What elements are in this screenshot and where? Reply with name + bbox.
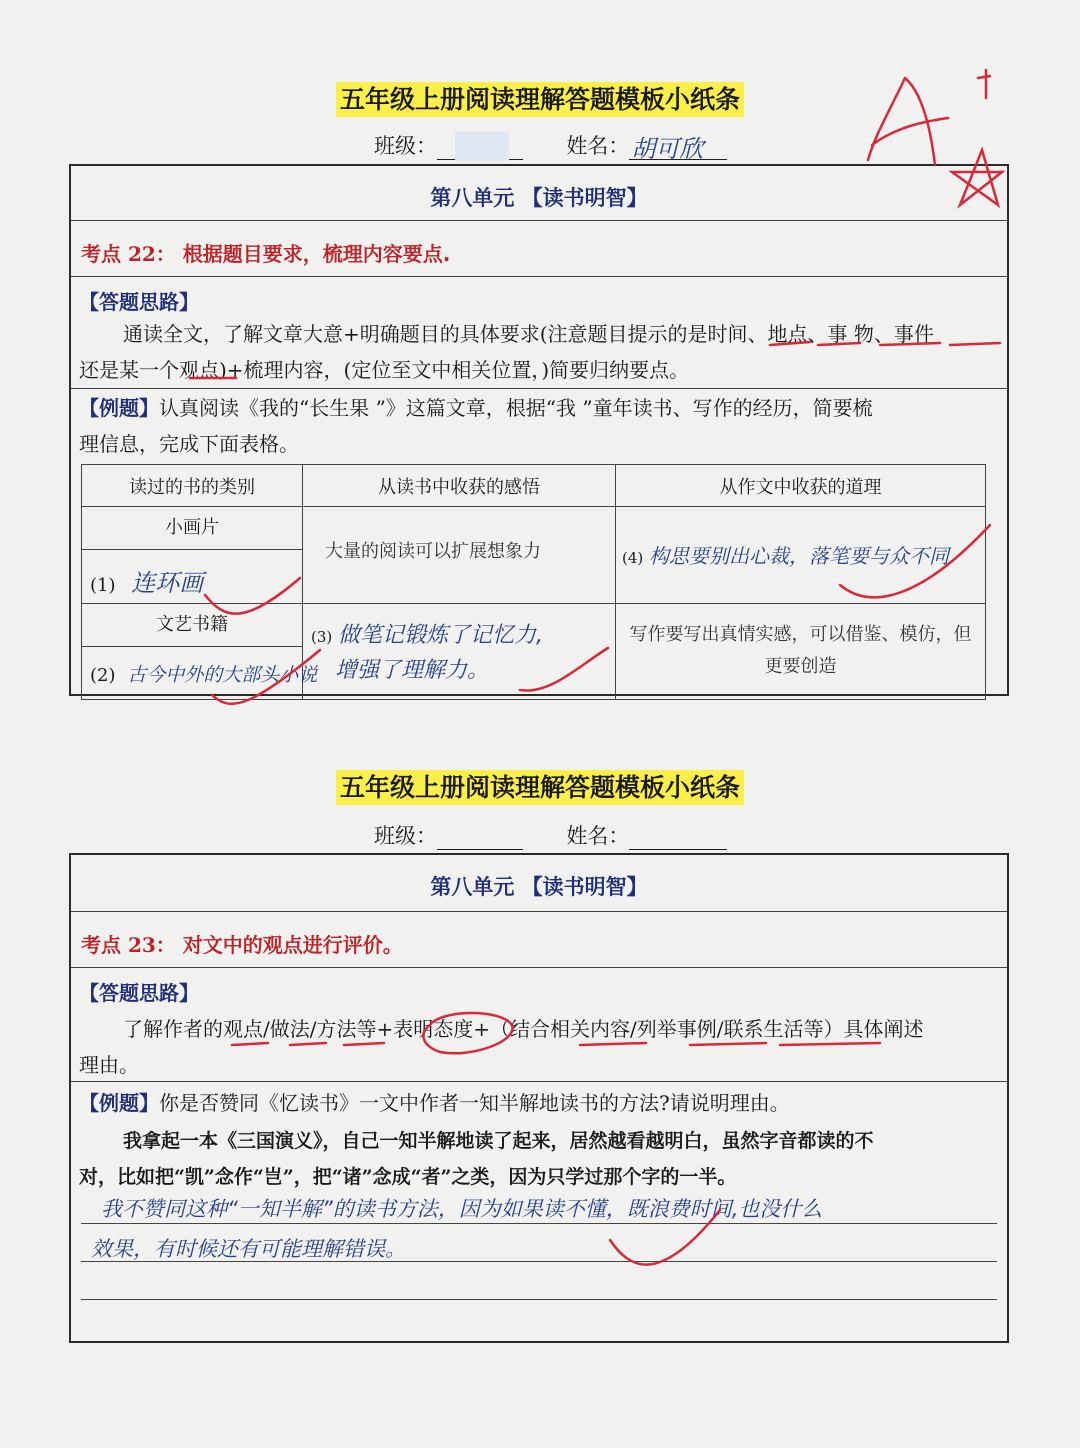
teacher-marks-2 [0,740,1080,1340]
check-mark [840,525,990,597]
sil-line1: 通读全文，了解文章大意+明确题目的具体要求(注意题目提示的是时间、地点、事 物、事件 [123,322,934,346]
unit-heading: 第八单元 【读书明智】 [430,875,648,899]
teacher-marks-1 [0,0,1080,720]
answer-line2: 效果，有时候还有可能理解错误。 [91,1237,406,1261]
underline-mark [232,1043,880,1045]
sil-line2: 还是某一个观点)+梳理内容，(定位至文中相关位置，)简要归纳要点。 [79,358,690,382]
table-header: 从读书中收获的感悟 [303,465,616,507]
example-line1: 【例题】认真阅读《我的“长生果 ”》这篇文章，根据“我 ”童年读书、写作的经历，简要梳 [79,396,873,420]
name-label: 姓名： [566,134,630,158]
quote-line2: 对，比如把“凯”念作“岂”，把“诸”念成“者”之类，因为只学过那个字的一半。 [79,1166,737,1188]
category-cell-1: 小画片 (1) 连环画 [82,507,303,603]
name-value: 胡可欣 [631,135,704,163]
grade-star [952,150,1002,205]
table-header: 读过的书的类别 [82,465,303,507]
gain-cell-2: (3) 做笔记锻炼了记忆力, 增强了理解力。 [303,603,616,699]
name-label: 姓名： [566,824,630,848]
sheet2-title: 五年级上册阅读理解答题模板小纸条 [0,768,1080,804]
gain-cell-1: 大量的阅读可以扩展想象力 [303,507,616,603]
circle-mark [423,1013,512,1053]
check-mark [610,1210,720,1265]
table-header: 从作文中收获的道理 [616,465,986,507]
kaodian: 考点 22： 根据题目要求，梳理内容要点. [81,242,451,266]
class-label: 班级： [374,824,437,848]
sil-line1: 了解作者的观点/做法/方法等+表明态度+（结合相关内容/列举事例/联系生活等）具体阐述 [123,1017,924,1041]
sil-label: 【答题思路】 [79,290,199,314]
grade-mark [868,78,948,165]
grade-plus [978,70,990,98]
class-label: 班级： [374,134,437,158]
answer-3b: 增强了理解力。 [335,658,490,684]
check-mark [212,650,320,704]
answer-line1: 我不赞同这种“一知半解”的读书方法，因为如果读不懂，既浪费时间,也没什么 [101,1197,823,1221]
answer-3a: 做笔记锻炼了记忆力, [337,623,543,649]
sil-label: 【答题思路】 [79,981,199,1005]
sheet1-title: 五年级上册阅读理解答题模板小纸条 [0,80,1080,116]
unit-heading: 第八单元 【读书明智】 [430,186,648,210]
example-line2: 理信息，完成下面表格。 [79,432,299,456]
answer-2: 古今中外的大部头小说 [127,663,318,686]
answer-1: 连环画 [131,569,204,598]
check-mark [205,578,300,614]
underline-mark [190,342,1000,378]
check-mark [520,648,608,691]
answer-4: 构思要别出心裁，落笔要与众不同. [648,544,956,569]
kaodian: 考点 23： 对文中的观点进行评价。 [81,933,403,957]
sil-line2: 理由。 [79,1053,139,1077]
lesson-cell-1: (4) 构思要别出心裁，落笔要与众不同. [616,507,986,603]
lesson-cell-2: 写作要写出真情实感，可以借鉴、模仿，但更要创造 [616,603,986,699]
category-cell-2: 文艺书籍 (2) 古今中外的大部头小说 [82,603,303,699]
quote-line1: 我拿起一本《三国演义》，自己一知半解地读了起来，居然越看越明白，虽然字音都读的不 [123,1130,874,1152]
example-question: 【例题】你是否赞同《忆读书》一文中作者一知半解地读书的方法?请说明理由。 [79,1091,790,1115]
